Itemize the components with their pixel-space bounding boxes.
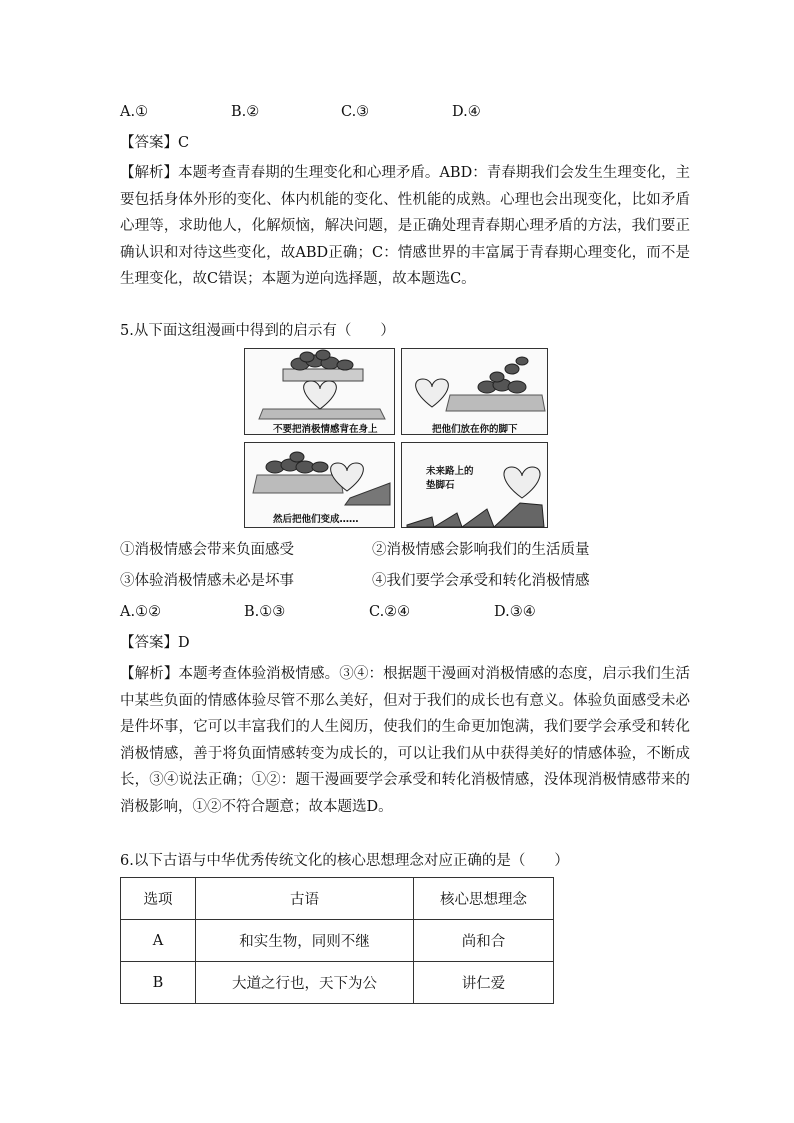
q6-table <box>120 877 554 1004</box>
option-c: C.③ <box>341 104 370 120</box>
table-cell: B <box>121 962 196 1004</box>
q5-option-a: A.①② <box>120 604 162 620</box>
header-ancient-saying: 古语 <box>196 878 414 920</box>
q5-option-c: C.②④ <box>369 604 411 620</box>
table-cell: 和实生物，同则不继 <box>196 920 414 962</box>
comic-panel-2 <box>401 348 548 435</box>
panel-3-caption: 然后把他们变成…… <box>273 514 359 525</box>
q5-analysis: 【解析】本题考查体验消极情感。③④：根据题干漫画对消极情感的态度，启示我们生活中某些负面的情感体验尽管不那么美好，但对于我们的成长也有意义。体验负面感受未必是件坏事，它可以丰富我们的人生阅历，使我们的生命更加饱满，我们要学会承受和转化消极情感，善于将负面情感转变为成长的，可以让我们从中获得美好的情感体验，不断成长，③④说法正确；①②：题干漫画要学会承受和转化消极情感，没体现消极情感带来的消极影响，①②不符合题意；故本题选D。 <box>120 666 690 815</box>
panel-4-caption-line2: 垫脚石 <box>426 480 455 491</box>
option-d: D.④ <box>452 104 481 120</box>
table-cell: 讲仁爱 <box>414 962 554 1004</box>
panel-4-caption-line1: 未来路上的 <box>426 466 474 477</box>
table-header-row <box>121 878 554 920</box>
statement-1: ①消极情感会带来负面感受 <box>120 542 294 558</box>
q5-stem: 5.从下面这组漫画中得到的启示有（ ） <box>120 323 395 339</box>
table-row <box>121 962 554 1004</box>
q4-answer: 【答案】C <box>120 135 190 151</box>
comic-panel-1 <box>244 348 395 435</box>
table-cell: 大道之行也，天下为公 <box>196 962 414 1004</box>
statement-3: ③体验消极情感未必是坏事 <box>120 573 294 589</box>
q4-analysis: 【解析】本题考查青春期的生理变化和心理矛盾。ABD：青春期我们会发生生理变化，主要包括身体外形的变化、体内机能的变化、性机能的成熟。心理也会出现变化，比如矛盾心理等，求助他人，化解烦恼，解决问题，是正确处理青春期心理矛盾的方法，我们要正确认识和对待这些变化，故ABD正确；C：情感世界的丰富属于青春期心理变化，而不是生理变化，故C错误；本题为逆向选择题，故本题选C。 <box>120 165 690 287</box>
table-row <box>121 920 554 962</box>
q5-answer: 【答案】D <box>120 635 190 651</box>
option-a: A.① <box>120 104 149 120</box>
q5-option-b: B.①③ <box>244 604 286 620</box>
header-core-idea: 核心思想理念 <box>414 878 554 920</box>
heart-on-stepping-stones-illustration <box>402 443 549 529</box>
panel-1-caption: 不要把消极情感背在身上 <box>273 424 378 435</box>
header-option: 选项 <box>121 878 196 920</box>
comic-panel-4 <box>401 442 548 528</box>
statement-2: ②消极情感会影响我们的生活质量 <box>372 542 590 558</box>
table-cell: A <box>121 920 196 962</box>
q5-option-d: D.③④ <box>494 604 536 620</box>
panel-2-caption: 把他们放在你的脚下 <box>432 424 518 435</box>
table-cell: 尚和合 <box>414 920 554 962</box>
q6-stem: 6.以下古语与中华优秀传统文化的核心思想理念对应正确的是（ ） <box>120 853 569 869</box>
option-b: B.② <box>231 104 260 120</box>
comic-panel-3 <box>244 442 395 528</box>
statement-4: ④我们要学会承受和转化消极情感 <box>372 573 590 589</box>
